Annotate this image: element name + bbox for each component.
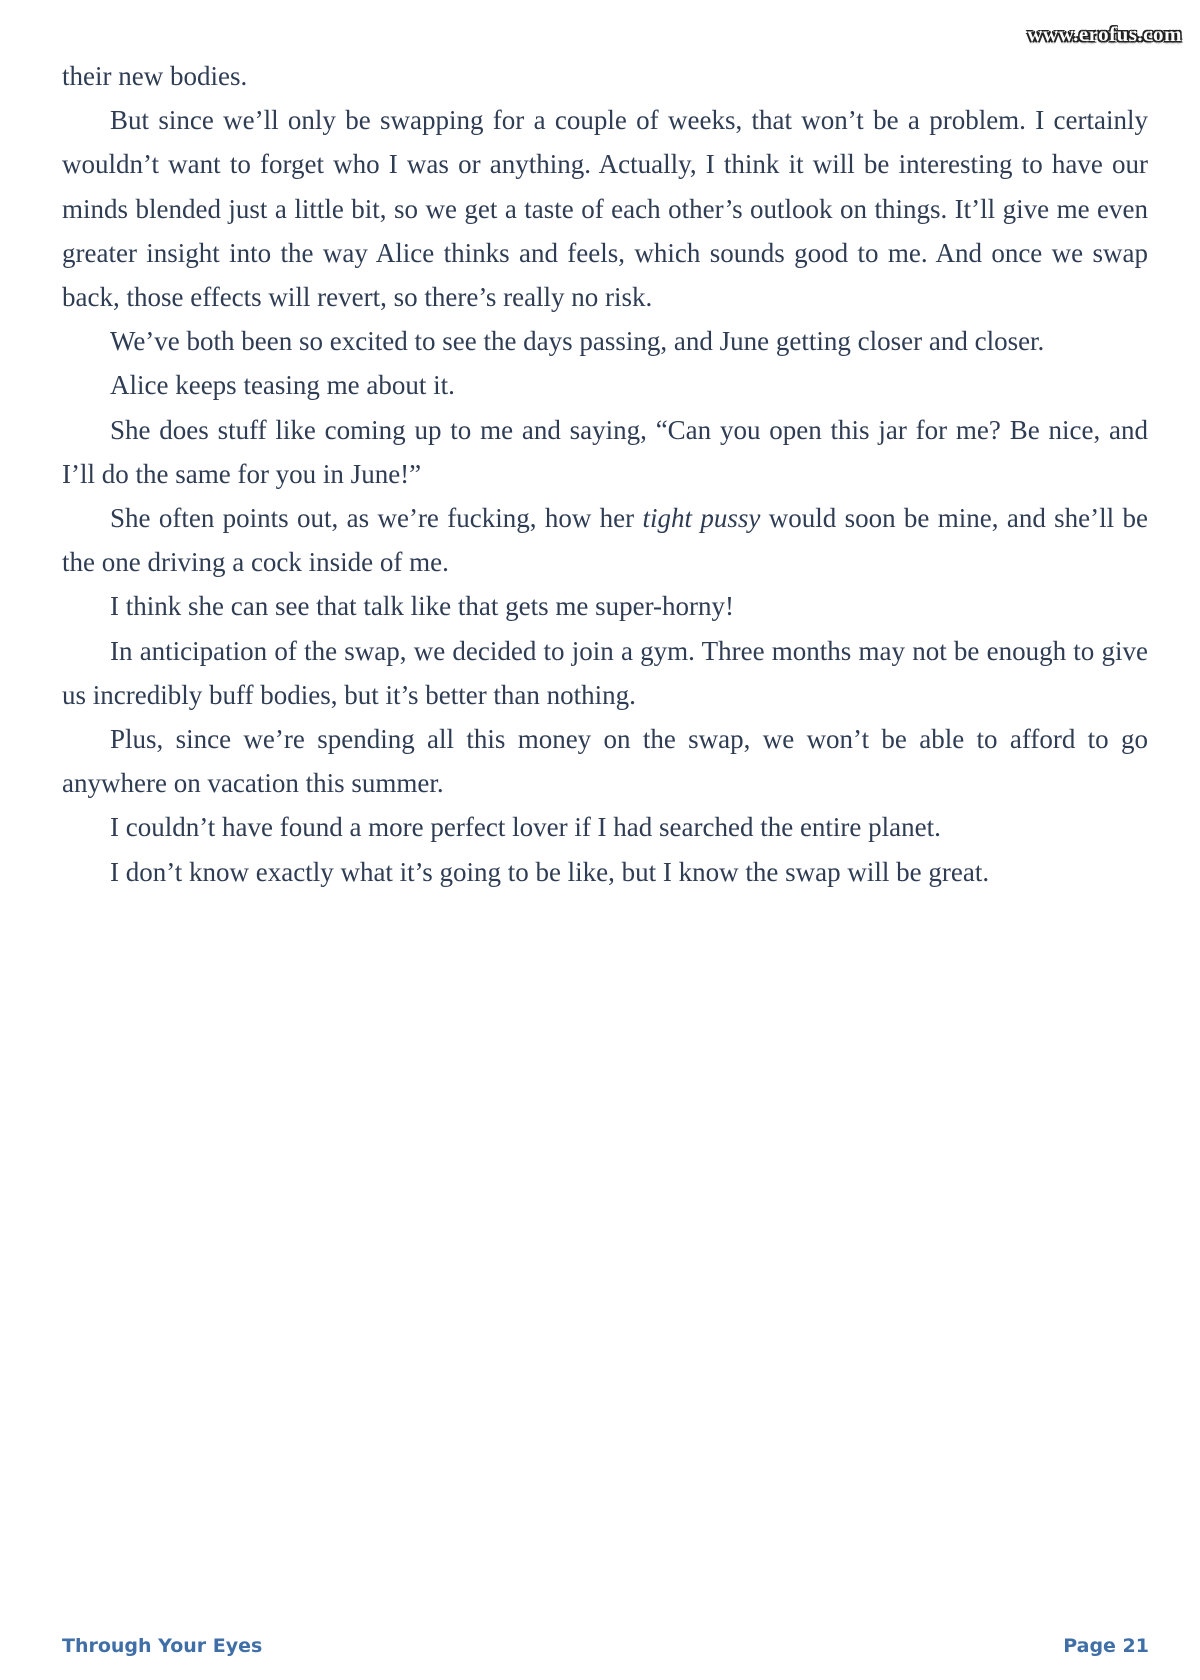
paragraph: Plus, since we’re spending all this money on the swap, we won’t be able to afford to go anywhere on vacation this summer.	[62, 724, 1148, 799]
paragraph-continuation: their new bodies.	[62, 61, 248, 91]
paragraph: I don’t know exactly what it’s going to be like, but I know the swap will be great.	[110, 856, 990, 887]
paragraph: I couldn’t have found a more perfect lover if I had searched the entire planet.	[110, 812, 941, 843]
paragraph: Alice keeps teasing me about it.	[110, 370, 455, 401]
paragraph: I think she can see that talk like that gets me super-horny!	[110, 591, 735, 622]
paragraph: She does stuff like coming up to me and saying, “Can you open this jar for me? Be nice, and I’ll do the same for you in June!”	[62, 414, 1148, 489]
text-run: She often points out, as we’re fucking, how her	[110, 503, 643, 534]
paragraph: In anticipation of the swap, we decided to join a gym. Three months may not be enough to give us incredibly buff bodies, but it’s better than nothing.	[62, 635, 1148, 710]
paragraph-with-emphasis	[62, 496, 1148, 584]
text-run: would soon be mine, and she’ll be the one driving a cock inside of me.	[62, 503, 1148, 578]
page-body	[62, 54, 1148, 894]
page-number: Page 21	[1063, 1635, 1149, 1657]
paragraph: But since we’ll only be swapping for a couple of weeks, that won’t be a problem. I certainly wouldn’t want to forget who I was or anything. Actually, I think it will be interesting to have our minds blended just a little bit, so we get a taste of each other’s outlook on things. It’ll give me even greater insight into the way Alice thinks and feels, which sounds good to me. And once we swap back, those effects will revert, so there’s really no risk.	[62, 105, 1148, 313]
watermark: www.erofus.com	[1027, 22, 1182, 46]
paragraph: We’ve both been so excited to see the days passing, and June getting closer and closer.	[110, 326, 1045, 357]
emphasis-text: tight pussy	[642, 503, 761, 534]
book-title: Through Your Eyes	[62, 1635, 263, 1657]
page-footer	[62, 1635, 1149, 1657]
